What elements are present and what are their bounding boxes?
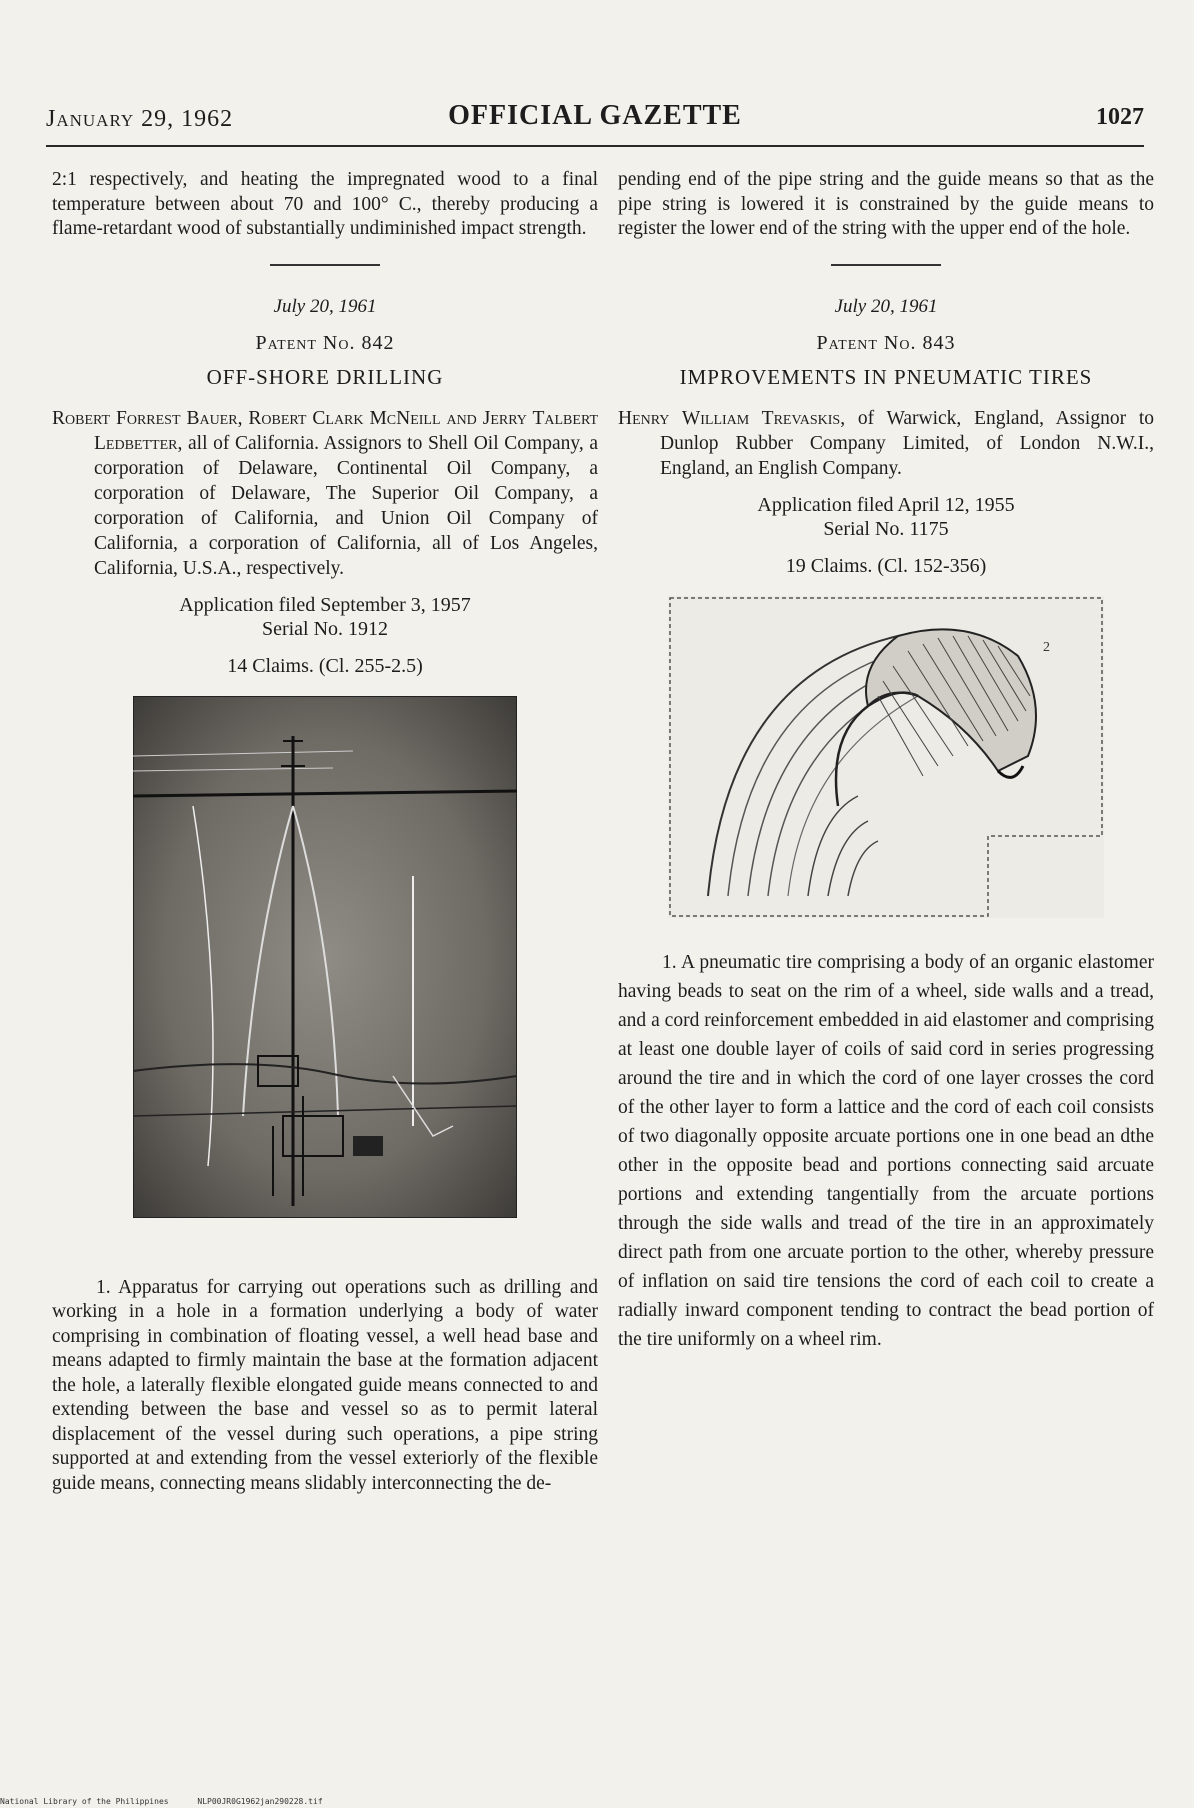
patent-843-application xyxy=(618,493,1154,541)
header-date: January 29, 1962 xyxy=(46,106,234,132)
patent-842-claims: 14 Claims. (Cl. 255-2.5) xyxy=(227,654,423,677)
patent-842-application xyxy=(52,593,598,641)
left-continuation: 2:1 respectively, and heating the impregnated wood to a final temperature between about 70 and 100° C., thereby producing a flame-retardant wood of substantially undiminished impact strength. xyxy=(52,169,598,239)
patent-843-claims: 19 Claims. (Cl. 152-356) xyxy=(785,554,987,577)
svg-text:2: 2 xyxy=(1043,639,1050,655)
patent-842-inventor-names: Robert Forrest Bauer, Robert Clark McNeill and Jerry Talbert Ledbetter, xyxy=(52,407,598,454)
footer-file: NLP00JR0G1962jan290228.tif xyxy=(197,1797,323,1806)
patent-842-claim-1: 1. Apparatus for carrying out operations such as drilling and working in a hole in a formation underlying a body of water comprising in combination of floating vessel, a well head base and means adapted to firmly maintain the base at the formation adjacent the hole, a laterally flexible elongated guide means connected to and extending between the base and vessel so as to permit lateral displacement of the vessel during such operations, a pipe string supported at and extending from the vessel exteriorly of the flexible guide means, connecting means slidably interconnecting the de- xyxy=(52,1276,598,1494)
header-rule xyxy=(46,145,1144,147)
patent-842-serial: Serial No. 1912 xyxy=(261,617,389,640)
drilling-rig-drawing xyxy=(133,696,517,1218)
footer-library: National Library of the Philippines xyxy=(0,1797,169,1806)
header-title: OFFICIAL GAZETTE xyxy=(448,100,742,131)
left-column xyxy=(52,168,598,1496)
patent-842-filed: Application filed September 3, 1957 xyxy=(179,593,471,616)
header-page-number: 1027 xyxy=(1096,104,1144,130)
page-header xyxy=(46,100,1144,140)
section-divider xyxy=(270,264,380,266)
patent-843-claim-1: 1. A pneumatic tire comprising a body of an organic elastomer having beads to seat on the rim of a wheel, side walls and a tread, and a cord reinforcement embedded in aid elastomer and comprising at least one double layer of coils of said cord in series progressing around the tire and in which the cord of one layer crosses the cord of the other layer to form a lattice and the cord of each coil consists of two diagonally opposite arcuate portions one in one bead an dthe other in the opposite bead and portions connecting said arcuate portions and extending tangentially from the arcuate portions through the side walls and tread of the tire in an approximately direct path from one arcuate portion to the other, whereby pressure of inflation on said tire tensions the cord of each coil to create a radially inward component tending to contract the bead portion of the tire uniformly on a wheel rim. xyxy=(618,951,1154,1350)
patent-843-title: IMPROVEMENTS IN PNEUMATIC TIRES xyxy=(679,364,1093,389)
right-column xyxy=(618,168,1154,1354)
right-continuation: pending end of the pipe string and the guide means so that as the pipe string is lowered it is constrained by the guide means to register the lower end of the string with the upper end of the hole. xyxy=(618,169,1154,239)
patent-843-inventors xyxy=(618,406,1154,481)
patent-843-assignee: of Warwick, England, Assignor to Dunlop Rubber Company Limited, of London N.W.I., England, an English Company. xyxy=(660,407,1154,479)
patent-842-number: Patent No. 842 xyxy=(255,331,395,354)
patent-843-filed: Application filed April 12, 1955 xyxy=(757,493,1015,516)
patent-843-inventor-name: Henry William Trevaskis, xyxy=(618,407,846,429)
patent-842-date: July 20, 1961 xyxy=(273,295,377,317)
patent-843-number: Patent No. 843 xyxy=(816,331,956,354)
patent-843-date: July 20, 1961 xyxy=(834,295,938,317)
patent-842-inventors xyxy=(52,406,598,581)
patent-842-title: OFF-SHORE DRILLING xyxy=(206,364,444,389)
patent-842-assignees: all of California. Assignors to Shell Oil Company, a corporation of Delaware, Continental Oil Company, a corporation of Delaware, The Superior Oil Company, a corporation of California, and Union Oil Company of California, a corporation of California, all of Los Angeles, California, U.S.A., respectively. xyxy=(94,432,599,579)
section-divider xyxy=(831,264,941,266)
patent-843-serial: Serial No. 1175 xyxy=(823,517,949,540)
scan-footer xyxy=(0,1797,347,1806)
pneumatic-tire-drawing xyxy=(668,596,1104,918)
